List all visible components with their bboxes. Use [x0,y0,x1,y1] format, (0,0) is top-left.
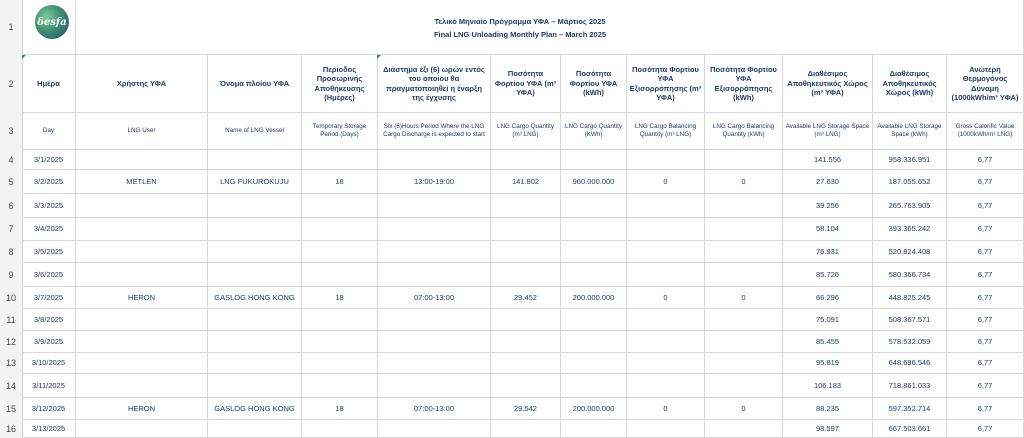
header-en-lng-user[interactable]: LNG User [76,113,208,150]
cell-day[interactable]: 3/8/2025 [22,309,76,331]
logo-text: δesfa [37,16,67,28]
cell-lng-user[interactable]: HERON [76,287,208,309]
cell-cargo-kwh[interactable]: 200.000.000 [561,398,627,420]
cell-cargo-kwh[interactable]: 960.000.000 [561,170,627,194]
cell-gross-calorific[interactable]: 6,77 [947,170,1024,194]
cell-cargo-kwh[interactable] [561,194,627,218]
cell-cargo-kwh[interactable] [561,353,627,374]
header-en-balancing-kwh[interactable]: LNG Cargo Balancing Quantity (kWh) [705,113,783,150]
cell-discharge-window[interactable] [378,194,491,218]
cell-cargo-m3[interactable] [491,374,561,398]
cell-vessel-name[interactable] [208,309,302,331]
header-en-discharge-window[interactable]: Six (6)Hours Period Where the LNG Cargo Discharge is expected to start [378,113,491,150]
cell-balancing-m3[interactable] [627,194,705,218]
cell-discharge-window[interactable] [378,374,491,398]
header-gr-balancing-m3[interactable]: Ποσότητα Φορτίου ΥΦΑ Εξισορρόπησης (m³ ΥΦΑ) [627,55,705,113]
cell-discharge-window[interactable] [378,420,491,438]
header-en-cargo-kwh[interactable]: LNG Cargo Quantity (KWh) [561,113,627,150]
title-greek: Τελικό Μηνιαίο Πρόγραμμα ΥΦΑ – Μάρτιος 2025 [434,17,606,26]
cell-cargo-kwh[interactable] [561,241,627,263]
cell-balancing-kwh[interactable]: 0 [705,287,783,309]
cell-day[interactable]: 3/12/2025 [22,398,76,420]
cell-discharge-window[interactable] [378,241,491,263]
cell-cargo-m3[interactable] [491,218,561,241]
cell-gross-calorific[interactable]: 6,77 [947,241,1024,263]
cell-storage-period[interactable] [302,331,378,353]
cell-storage-period[interactable] [302,353,378,374]
row-number[interactable]: 13 [5,358,16,368]
row-number[interactable]: 8 [8,247,14,257]
cell-storage-m3[interactable]: 27.630 [783,170,873,194]
cell-balancing-m3[interactable] [627,218,705,241]
header-en-storage-kwh[interactable]: Available LNG Storage Space (kWh) [873,113,947,150]
cell-storage-m3[interactable]: 85.455 [783,331,873,353]
cell-storage-kwh[interactable]: 187.055.652 [873,170,947,194]
cell-storage-period[interactable] [302,241,378,263]
cell-discharge-window[interactable] [378,263,491,287]
cell-storage-period[interactable] [302,194,378,218]
cell-balancing-kwh[interactable]: 0 [705,170,783,194]
cell-lng-user[interactable] [76,353,208,374]
cell-vessel-name[interactable] [208,194,302,218]
cell-cargo-m3[interactable] [491,331,561,353]
cell-balancing-m3[interactable] [627,420,705,438]
header-gr-vessel-name[interactable]: Όνομα πλοίου ΥΦΑ [208,55,302,113]
cell-day[interactable]: 3/13/2025 [22,420,76,438]
cell-storage-kwh[interactable]: 508.367.571 [873,309,947,331]
cell-vessel-name[interactable] [208,218,302,241]
row-number[interactable]: 3 [8,126,14,136]
title-english: Final LNG Unloading Monthly Plan – March 2025 [433,30,607,39]
header-gr-storage-m3[interactable]: Διαθέσιμος Αποθηκευτικός Χώρος (m³ ΥΦΑ) [783,55,873,113]
cell-discharge-window[interactable]: 07:00-13:00 [378,398,491,420]
cell-storage-period[interactable] [302,374,378,398]
header-gr-cargo-kwh[interactable]: Ποσότητα Φορτίου ΥΦΑ (kWh) [561,55,627,113]
cell-storage-kwh[interactable]: 597.352.714 [873,398,947,420]
cell-lng-user[interactable] [76,420,208,438]
cell-day[interactable]: 3/6/2025 [22,263,76,287]
cell-cargo-m3[interactable] [491,420,561,438]
cell-day[interactable]: 3/10/2025 [22,353,76,374]
row-number[interactable]: 16 [5,424,16,434]
cell-lng-user[interactable] [76,150,208,170]
row-number[interactable]: 6 [8,201,14,211]
cell-day[interactable]: 3/9/2025 [22,331,76,353]
row-number[interactable]: 2 [8,79,14,89]
cell-balancing-m3[interactable]: 0 [627,287,705,309]
cell-balancing-m3[interactable] [627,241,705,263]
cell-gross-calorific[interactable]: 6,77 [947,374,1024,398]
cell-balancing-kwh[interactable] [705,420,783,438]
cell-storage-period[interactable]: 18 [302,170,378,194]
cell-day[interactable]: 3/3/2025 [22,194,76,218]
row-number[interactable]: 1 [8,22,14,32]
cell-balancing-m3[interactable] [627,331,705,353]
cell-cargo-kwh[interactable] [561,331,627,353]
cell-balancing-m3[interactable] [627,263,705,287]
cell-cargo-kwh[interactable] [561,218,627,241]
cell-balancing-kwh[interactable] [705,150,783,170]
cell-balancing-kwh[interactable] [705,374,783,398]
cell-vessel-name[interactable] [208,353,302,374]
cell-storage-m3[interactable]: 75.091 [783,309,873,331]
cell-storage-period[interactable] [302,420,378,438]
cell-gross-calorific[interactable]: 6,77 [947,287,1024,309]
row-number[interactable]: 5 [8,177,14,187]
cell-balancing-m3[interactable]: 0 [627,170,705,194]
cell-vessel-name[interactable]: GASLOG HONG KONG [208,287,302,309]
cell-vessel-name[interactable]: GASLOG HONG KONG [208,398,302,420]
cell-vessel-name[interactable] [208,420,302,438]
header-en-cargo-m3[interactable]: LNG Cargo Quantity (m³ LNG) [491,113,561,150]
cell-storage-m3[interactable]: 39.256 [783,194,873,218]
cell-storage-period[interactable]: 18 [302,287,378,309]
cell-day[interactable]: 3/4/2025 [22,218,76,241]
cell-gross-calorific[interactable]: 6,77 [947,309,1024,331]
cell-gross-calorific[interactable]: 6,77 [947,398,1024,420]
cell-vessel-name[interactable] [208,331,302,353]
cell-cargo-m3[interactable] [491,309,561,331]
cell-gross-calorific[interactable]: 6,77 [947,218,1024,241]
cell-storage-m3[interactable]: 66.296 [783,287,873,309]
cell-day[interactable]: 3/7/2025 [22,287,76,309]
cell-vessel-name[interactable] [208,374,302,398]
cell-storage-m3[interactable]: 76.931 [783,241,873,263]
cell-cargo-kwh[interactable] [561,150,627,170]
cell-storage-period[interactable] [302,150,378,170]
cell-cargo-m3[interactable] [491,241,561,263]
cell-gross-calorific[interactable]: 6,77 [947,150,1024,170]
cell-discharge-window[interactable] [378,309,491,331]
cell-vessel-name[interactable] [208,150,302,170]
cell-balancing-m3[interactable] [627,150,705,170]
cell-cargo-m3[interactable] [491,353,561,374]
header-gr-gross-calorific[interactable]: Ανώτερη Θερμογόνος Δύναμη (1000kWh/m³ ΥΦΑ) [947,55,1024,113]
cell-storage-kwh[interactable]: 718.861.033 [873,374,947,398]
cell-lng-user[interactable] [76,374,208,398]
cell-balancing-kwh[interactable] [705,353,783,374]
cell-balancing-m3[interactable] [627,374,705,398]
cell-storage-kwh[interactable]: 958.336.951 [873,150,947,170]
cell-storage-m3[interactable]: 88.235 [783,398,873,420]
cell-lng-user[interactable]: HERON [76,398,208,420]
cell-balancing-kwh[interactable] [705,218,783,241]
cell-storage-period[interactable]: 18 [302,398,378,420]
cell-lng-user[interactable] [76,218,208,241]
header-gr-discharge-window[interactable]: Διάστημα έξι (6) ωρών εντός του οποίου θα πραγματοποιηθεί η έναρξη της έγχυσης [378,55,491,113]
header-en-storage-period[interactable]: Temporary Storage Period (Days) [302,113,378,150]
cell-balancing-kwh[interactable] [705,194,783,218]
cell-balancing-m3[interactable] [627,309,705,331]
cell-lng-user[interactable]: METLEN [76,170,208,194]
cell-cargo-kwh[interactable] [561,263,627,287]
row-number[interactable]: 15 [5,404,16,414]
header-en-storage-m3[interactable]: Available LNG Storage Space (m³ LNG) [783,113,873,150]
cell-storage-kwh[interactable]: 667.503.661 [873,420,947,438]
cell-gross-calorific[interactable]: 6,77 [947,420,1024,438]
cell-discharge-window[interactable] [378,150,491,170]
cell-balancing-kwh[interactable] [705,263,783,287]
header-gr-cargo-m3[interactable]: Ποσότητα Φορτίου ΥΦΑ (m³ ΥΦΑ) [491,55,561,113]
cell-lng-user[interactable] [76,241,208,263]
desfa-logo [35,5,69,39]
row-number[interactable]: 4 [8,155,14,165]
cell-storage-kwh[interactable]: 580.366.734 [873,263,947,287]
cell-lng-user[interactable] [76,263,208,287]
cell-storage-m3[interactable]: 95.819 [783,353,873,374]
cell-storage-m3[interactable]: 85.726 [783,263,873,287]
header-gr-lng-user[interactable]: Χρήστης ΥΦΑ [76,55,208,113]
cell-cargo-m3[interactable]: 29.452 [491,287,561,309]
cell-storage-m3[interactable]: 58.104 [783,218,873,241]
header-gr-balancing-kwh[interactable]: Ποσότητα Φορτίου ΥΦΑ Εξισορρόπησης (kWh) [705,55,783,113]
cell-cargo-m3[interactable] [491,194,561,218]
cell-vessel-name[interactable]: LNG FUKUROKUJU [208,170,302,194]
cell-balancing-kwh[interactable] [705,309,783,331]
cell-balancing-kwh[interactable] [705,241,783,263]
cell-cargo-m3[interactable]: 29.542 [491,398,561,420]
title-cell[interactable] [76,0,1024,55]
cell-day[interactable]: 3/5/2025 [22,241,76,263]
header-gr-day[interactable]: Ημέρα [22,55,76,113]
cell-discharge-window[interactable] [378,353,491,374]
cell-storage-m3[interactable]: 141.556 [783,150,873,170]
cell-storage-kwh[interactable]: 578.532.059 [873,331,947,353]
cell-cargo-kwh[interactable] [561,420,627,438]
cell-vessel-name[interactable] [208,241,302,263]
cell-storage-m3[interactable]: 98.597 [783,420,873,438]
cell-storage-m3[interactable]: 106.183 [783,374,873,398]
cell-discharge-window[interactable] [378,218,491,241]
cell-gross-calorific[interactable]: 6,77 [947,353,1024,374]
cell-gross-calorific[interactable]: 6,77 [947,263,1024,287]
cell-comment-marker [377,55,381,59]
cell-cargo-m3[interactable] [491,150,561,170]
cell-storage-kwh[interactable]: 448.825.245 [873,287,947,309]
cell-balancing-m3[interactable] [627,353,705,374]
row-number[interactable]: 12 [5,337,16,347]
cell-comment-marker [22,55,26,59]
header-en-vessel-name[interactable]: Name of LNG Vessel [208,113,302,150]
cell-storage-kwh[interactable]: 265.763.905 [873,194,947,218]
cell-gross-calorific[interactable]: 6,77 [947,331,1024,353]
cell-discharge-window[interactable]: 07:00-13:00 [378,287,491,309]
row-number[interactable]: 11 [6,315,16,325]
cell-gross-calorific[interactable]: 6,77 [947,194,1024,218]
cell-storage-period[interactable] [302,263,378,287]
cell-cargo-kwh[interactable] [561,374,627,398]
cell-lng-user[interactable] [76,331,208,353]
cell-discharge-window[interactable]: 13:00-19:00 [378,170,491,194]
cell-lng-user[interactable] [76,194,208,218]
row-number[interactable]: 14 [5,381,16,391]
cell-day[interactable]: 3/2/2025 [22,170,76,194]
cell-discharge-window[interactable] [378,331,491,353]
header-en-day[interactable]: Day [22,113,76,150]
cell-storage-kwh[interactable]: 520.824.408 [873,241,947,263]
cell-vessel-name[interactable] [208,263,302,287]
cell-lng-user[interactable] [76,309,208,331]
row-number[interactable]: 10 [5,293,16,303]
cell-cargo-kwh[interactable] [561,309,627,331]
cell-storage-kwh[interactable]: 648.696.546 [873,353,947,374]
cell-day[interactable]: 3/1/2025 [22,150,76,170]
row-number[interactable]: 9 [8,270,14,280]
cell-balancing-kwh[interactable]: 0 [705,398,783,420]
header-gr-storage-period[interactable]: Περίοδος Προσωρινής Αποθήκευσης (Ημέρες) [302,55,378,113]
cell-balancing-m3[interactable]: 0 [627,398,705,420]
header-gr-storage-kwh[interactable]: Διαθέσιμος Αποθηκευτικός Χώρος (kWh) [873,55,947,113]
header-en-balancing-m3[interactable]: LNG Cargo Balancing Quantity (m³ LNG) [627,113,705,150]
cell-storage-kwh[interactable]: 393.365.242 [873,218,947,241]
cell-day[interactable]: 3/11/2025 [22,374,76,398]
cell-cargo-m3[interactable]: 141.802 [491,170,561,194]
header-en-gross-calorific[interactable]: Gross Calorific Value (1000kWh/m³ LNG) [947,113,1024,150]
cell-balancing-kwh[interactable] [705,331,783,353]
cell-storage-period[interactable] [302,218,378,241]
row-number[interactable]: 7 [8,224,14,234]
cell-storage-period[interactable] [302,309,378,331]
cell-cargo-kwh[interactable]: 200.000.000 [561,287,627,309]
cell-cargo-m3[interactable] [491,263,561,287]
